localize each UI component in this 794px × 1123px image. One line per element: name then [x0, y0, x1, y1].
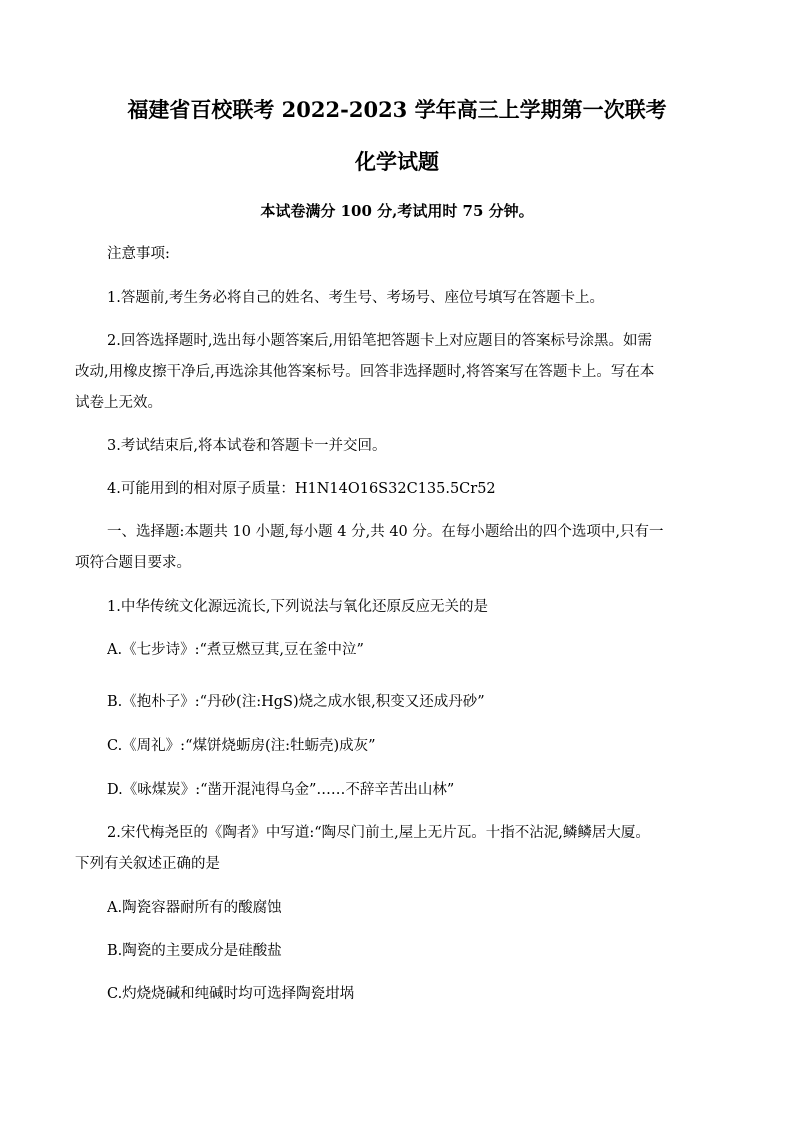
question-2-stem-line-2: 下列有关叙述正确的是 — [75, 856, 220, 872]
question-2-option-c: C.灼烧烧碱和纯碱时均可选择陶瓷坩埚 — [107, 986, 355, 1002]
question-1-stem: 1.中华传统文化源远流长,下列说法与氧化还原反应无关的是 — [107, 599, 488, 615]
exam-info: 本试卷满分 100 分,考试用时 75 分钟。 — [260, 202, 534, 220]
section-1-line-2: 项符合题目要求。 — [75, 555, 191, 571]
question-1-option-b: B.《抱朴子》:“丹砂(注:HgS)烧之成水银,积变又还成丹砂” — [107, 694, 485, 710]
notice-heading: 注意事项: — [107, 246, 170, 262]
notice-item-2-line-1: 2.回答选择题时,选出每小题答案后,用铅笔把答题卡上对应题目的答案标号涂黑。如需 — [107, 333, 653, 349]
question-1-option-a: A.《七步诗》:“煮豆燃豆萁,豆在釜中泣” — [107, 642, 364, 658]
question-2-option-b: B.陶瓷的主要成分是硅酸盐 — [107, 943, 282, 959]
question-1-option-d: D.《咏煤炭》:“凿开混沌得乌金”……不辞辛苦出山林” — [107, 782, 455, 798]
question-2-stem-line-1: 2.宋代梅尧臣的《陶者》中写道:“陶尽门前土,屋上无片瓦。十指不沾泥,鳞鳞居大厦。 — [107, 825, 650, 841]
notice-item-4: 4.可能用到的相对原子质量：H1N14O16S32C135.5Cr52 — [107, 481, 496, 497]
subject-title: 化学试题 — [355, 149, 439, 174]
notice-item-3: 3.考试结束后,将本试卷和答题卡一并交回。 — [107, 438, 387, 454]
section-1-line-1: 一、选择题:本题共 10 小题,每小题 4 分,共 40 分。在每小题给出的四个选项中,只有一 — [107, 524, 664, 540]
notice-item-2-line-3: 试卷上无效。 — [75, 395, 162, 411]
notice-item-1: 1.答题前,考生务必将自己的姓名、考生号、考场号、座位号填写在答题卡上。 — [107, 290, 604, 306]
exam-title: 福建省百校联考 2022-2023 学年高三上学期第一次联考 — [127, 97, 667, 122]
notice-item-2-line-2: 改动,用橡皮擦干净后,再选涂其他答案标号。回答非选择题时,将答案写在答题卡上。写在本 — [75, 364, 655, 380]
question-2-option-a: A.陶瓷容器耐所有的酸腐蚀 — [107, 900, 282, 916]
question-1-option-c: C.《周礼》:“煤饼烧蛎房(注:牡蛎壳)成灰” — [107, 738, 376, 754]
